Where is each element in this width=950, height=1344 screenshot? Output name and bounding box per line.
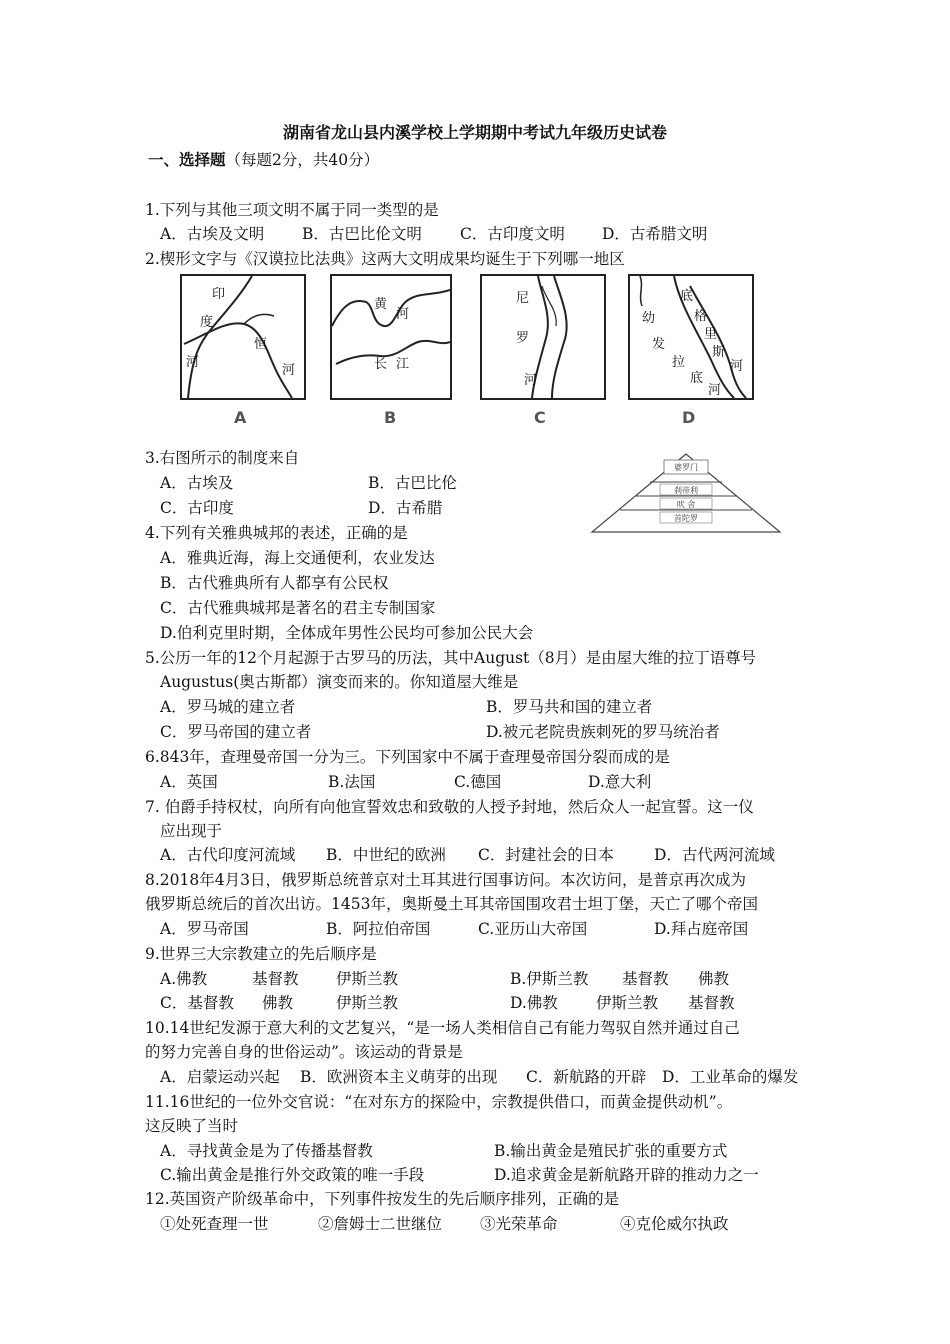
- map-b-label-1: 黄: [374, 297, 388, 312]
- q3-option-b: B．古巴比伦: [368, 474, 457, 492]
- q11-stem-line1: 11.16世纪的一位外交官说：“在对东方的探险中，宗教提供借口，而黄金提供动机”。: [145, 1093, 733, 1111]
- section-note: （每题2分，共40分）: [225, 151, 380, 169]
- q9-option-c-1: C．基督教: [160, 994, 234, 1012]
- map-c-label-3: 河: [524, 373, 538, 388]
- map-d-label-6: 幼: [642, 311, 656, 326]
- q11-option-a: A．寻找黄金是为了传播基督教: [160, 1142, 373, 1160]
- map-d-label-10: 河: [708, 383, 722, 398]
- map-d-label-5: 河: [730, 359, 744, 374]
- q7-stem-line1: 7. 伯爵手持权杖，向所有向他宣誓效忠和致敬的人授予封地，然后众人一起宣誓。这一仪: [145, 798, 754, 816]
- map-a-label-5: 河: [282, 363, 296, 378]
- q10-option-b: B．欧洲资本主义萌芽的出现: [300, 1068, 498, 1086]
- q9-option-a-1: A.佛教: [160, 970, 208, 988]
- q10-option-c: C．新航路的开辟: [526, 1068, 647, 1086]
- pyramid-level-2: 刹帝利: [674, 486, 698, 495]
- q9-option-a-2: 基督教: [252, 970, 299, 988]
- q6-stem: 6.843年，查理曼帝国一分为三。下列国家中不属于查理曼帝国分裂而成的是: [145, 748, 670, 766]
- map-d: [628, 274, 754, 400]
- map-a-label-1: 印: [212, 287, 226, 302]
- q4-option-b: B．古代雅典所有人都享有公民权: [160, 574, 389, 592]
- page-title: 湖南省龙山县内溪学校上学期期中考试九年级历史试卷: [282, 123, 667, 142]
- map-c: [480, 274, 606, 400]
- q8-stem-line1: 8.2018年4月3日，俄罗斯总统普京对土耳其进行国事访问。本次访问，是普京再次成为: [145, 871, 746, 889]
- q1-option-a: A．古埃及文明: [160, 225, 265, 243]
- q12-item-3: ③光荣革命: [480, 1215, 558, 1233]
- q10-option-a: A．启蒙运动兴起: [160, 1068, 280, 1086]
- q9-option-b-1: B.伊斯兰教: [510, 970, 589, 988]
- section-heading: [148, 150, 379, 170]
- q1-option-d: D．古希腊文明: [602, 225, 708, 243]
- map-d-label-8: 拉: [672, 355, 686, 370]
- q5-option-b: B．罗马共和国的建立者: [486, 698, 653, 716]
- pyramid-level-4: 首陀罗: [674, 514, 698, 523]
- q10-stem-line2: 的努力完善自身的世俗运动”。该运动的背景是: [145, 1043, 463, 1061]
- q6-option-d: D.意大利: [588, 773, 652, 791]
- q5-option-d: D.被元老院贵族刺死的罗马统治者: [486, 723, 720, 741]
- q8-option-b: B．阿拉伯帝国: [326, 920, 431, 938]
- map-a-caption: A: [234, 408, 247, 427]
- map-d-label-3: 里: [704, 327, 718, 342]
- q8-option-c: C.亚历山大帝国: [478, 920, 588, 938]
- q3-option-a: A．古埃及: [160, 474, 234, 492]
- map-b: [330, 274, 452, 400]
- q10-option-d: D．工业革命的爆发: [662, 1068, 799, 1086]
- q7-option-a: A．古代印度河流域: [160, 846, 296, 864]
- q12-item-4: ④克伦威尔执政: [620, 1215, 729, 1233]
- map-a-rivers: [182, 276, 304, 398]
- map-c-caption: C: [534, 408, 546, 427]
- map-d-label-7: 发: [652, 337, 666, 352]
- map-b-label-2: 河: [396, 307, 410, 322]
- map-a-label-3: 河: [186, 355, 200, 370]
- q7-option-d: D．古代两河流域: [654, 846, 775, 864]
- q9-option-c-3: 伊斯兰教: [336, 994, 399, 1012]
- q12-item-1: ①处死查理一世: [160, 1215, 269, 1233]
- map-d-label-9: 底: [690, 371, 704, 386]
- q5-stem-line1: 5.公历一年的12个月起源于古罗马的历法，其中August（8月）是由屋大维的拉丁语尊号: [145, 649, 757, 667]
- q9-option-a-3: 伊斯兰教: [336, 970, 399, 988]
- map-a: [180, 274, 306, 400]
- map-b-label-3: 长: [374, 357, 388, 372]
- q3-stem: 3.右图所示的制度来自: [145, 449, 300, 467]
- q11-option-b: B.输出黄金是殖民扩张的重要方式: [494, 1142, 728, 1160]
- q9-option-b-3: 佛教: [698, 970, 730, 988]
- q4-stem: 4.下列有关雅典城邦的表述，正确的是: [145, 524, 408, 542]
- q8-stem-line2: 俄罗斯总统后的首次出访。1453年，奥斯曼土耳其帝国围攻君士坦丁堡，天亡了哪个帝国: [145, 895, 758, 913]
- q1-option-c: C．古印度文明: [460, 225, 565, 243]
- q5-option-a: A．罗马城的建立者: [160, 698, 296, 716]
- q3-option-c: C．古印度: [160, 499, 234, 517]
- map-d-caption: D: [682, 408, 696, 427]
- q4-option-c: C．古代雅典城邦是著名的君主专制国家: [160, 599, 436, 617]
- q11-option-d: D.追求黄金是新航路开辟的推动力之一: [494, 1166, 759, 1184]
- map-d-label-4: 斯: [712, 345, 726, 360]
- q9-option-d-1: D.佛教: [510, 994, 558, 1012]
- caste-pyramid: [590, 452, 782, 534]
- q5-option-c: C．罗马帝国的建立者: [160, 723, 312, 741]
- q6-option-c: C.德国: [454, 773, 502, 791]
- map-c-label-1: 尼: [516, 291, 530, 306]
- q6-option-b: B.法国: [328, 773, 376, 791]
- map-d-label-1: 底: [680, 289, 694, 304]
- q7-option-b: B．中世纪的欧洲: [326, 846, 446, 864]
- q8-option-d: D.拜占庭帝国: [654, 920, 749, 938]
- map-c-rivers: [482, 276, 604, 398]
- q9-stem: 9.世界三大宗教建立的先后顺序是: [145, 945, 377, 963]
- q8-option-a: A．罗马帝国: [160, 920, 249, 938]
- q11-option-c: C.输出黄金是推行外交政策的唯一手段: [160, 1166, 425, 1184]
- q1-stem: 1.下列与其他三项文明不属于同一类型的是: [145, 201, 439, 219]
- q10-stem-line1: 10.14世纪发源于意大利的文艺复兴，“是一场人类相信自己有能力驾驭自然并通过自己: [145, 1019, 740, 1037]
- pyramid-level-1: 婆罗门: [674, 463, 698, 472]
- q1-option-b: B．古巴比伦文明: [302, 225, 422, 243]
- pyramid-level-3: 吠 舍: [676, 500, 696, 509]
- map-b-caption: B: [384, 408, 397, 427]
- q9-option-d-2: 伊斯兰教: [596, 994, 659, 1012]
- q3-option-d: D．古希腊: [368, 499, 443, 517]
- q7-option-c: C．封建社会的日本: [478, 846, 614, 864]
- q9-option-b-2: 基督教: [622, 970, 669, 988]
- q4-option-d: D.伯利克里时期，全体成年男性公民均可参加公民大会: [160, 624, 534, 642]
- q12-stem: 12.英国资产阶级革命中，下列事件按发生的先后顺序排列，正确的是: [145, 1190, 620, 1208]
- q7-stem-line2: 应出现于: [160, 822, 223, 840]
- map-d-label-2: 格: [694, 309, 708, 324]
- map-a-label-4: 恒: [254, 337, 268, 352]
- map-c-label-2: 罗: [516, 331, 530, 346]
- q4-option-a: A．雅典近海，海上交通便利，农业发达: [160, 549, 435, 567]
- map-b-rivers: [332, 276, 450, 398]
- q11-stem-line2: 这反映了当时: [145, 1117, 239, 1135]
- q9-option-d-3: 基督教: [688, 994, 735, 1012]
- q6-option-a: A．英国: [160, 773, 218, 791]
- q9-option-c-2: 佛教: [262, 994, 294, 1012]
- map-b-label-4: 江: [396, 357, 410, 372]
- q2-stem: 2.楔形文字与《汉谟拉比法典》这两大文明成果均诞生于下列哪一地区: [145, 250, 625, 268]
- q5-stem-line2: Augustus(奥古斯都）演变而来的。你知道屋大维是: [160, 673, 519, 691]
- section-label: 一、选择题: [148, 150, 226, 169]
- map-a-label-2: 度: [200, 315, 214, 330]
- q12-item-2: ②詹姆士二世继位: [318, 1215, 443, 1233]
